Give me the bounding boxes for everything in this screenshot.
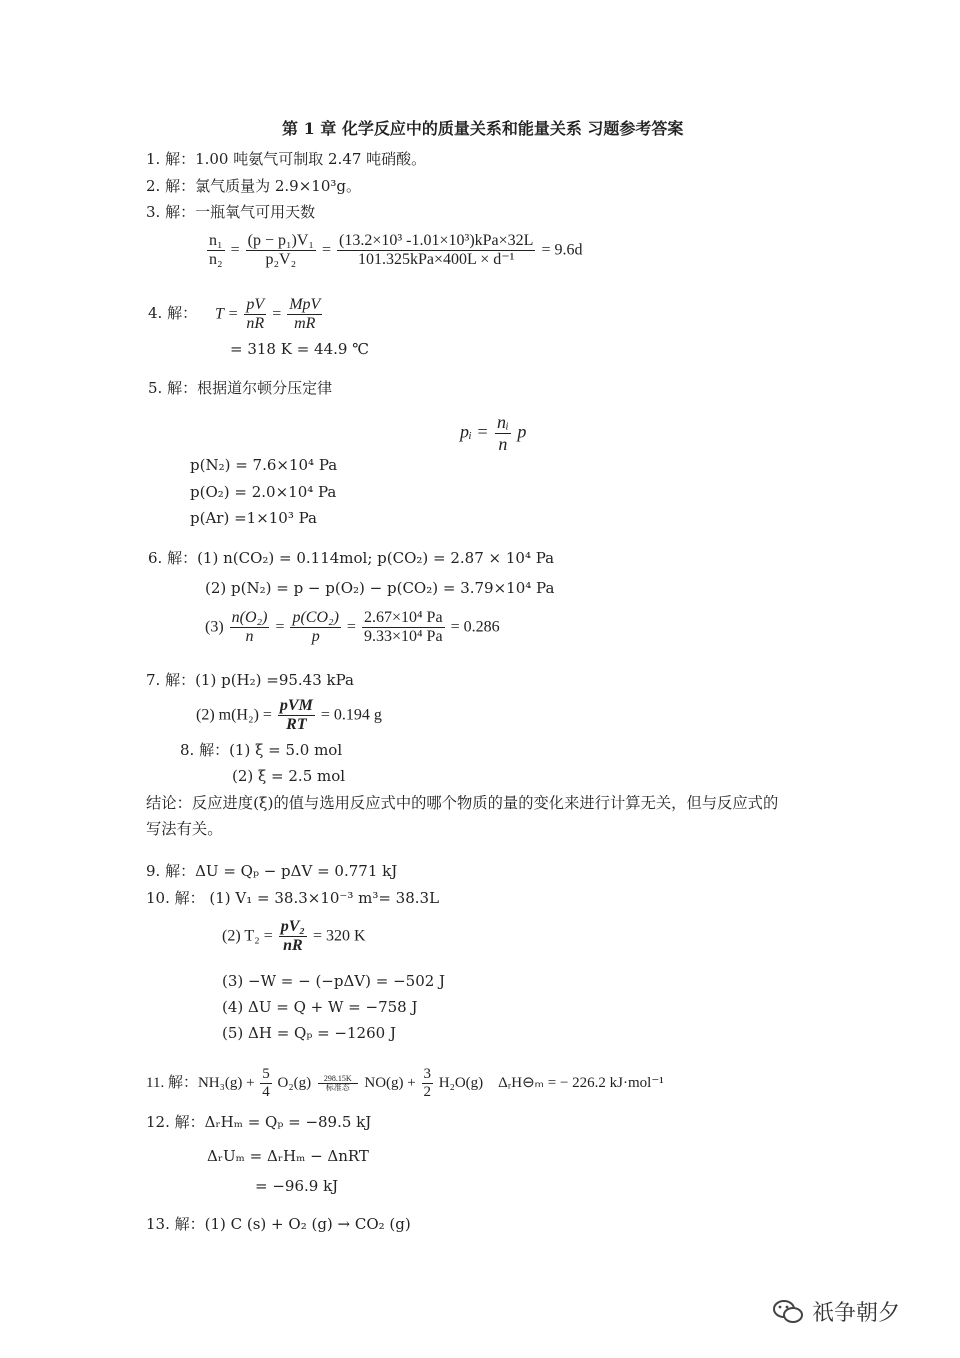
wechat-icon (772, 1298, 804, 1326)
answer-4-result: = 318 K = 44.9 ℃ (230, 340, 369, 358)
answer-10-4: (4) ΔU = Q + W = −758 J (222, 998, 418, 1016)
answer-10-1: 10. 解： (1) V₁ = 38.3×10⁻³ m³= 38.3L (146, 889, 440, 907)
answer-10-5: (5) ΔH = Qₚ = −1260 J (222, 1024, 396, 1042)
answer-10-3: (3) −W = − (−pΔV) = −502 J (222, 972, 446, 990)
page-title: 第 1 章 化学反应中的质量关系和能量关系 习题参考答案 (282, 119, 684, 138)
answer-5: 5. 解：根据道尔顿分压定律 (148, 379, 333, 397)
answer-1: 1. 解：1.00 吨氨气可制取 2.47 吨硝酸。 (146, 150, 427, 168)
answer-7-2: (2) m(H₂) = $\frac{\text{pVM}}{RT}$ = 0.194 g (196, 697, 382, 734)
answer-6-3: (3) $\frac{\text{n(O₂)}}{n}$ = $\frac{\text{p(CO₂)}}{p}$ = $\frac{\text{2.67×10⁴ Pa}}{\text{9.33×10⁴ Pa}}$ = 0.286 (205, 609, 500, 646)
answer-8-2: (2) ξ = 2.5 mol (232, 767, 346, 785)
answer-13: 13. 解：(1) C (s) + O₂ (g) → CO₂ (g) (146, 1215, 411, 1233)
formula-3: $\frac{\text{n₁}}{\text{n₂}}$ = $\frac{\text{(p − p₁)V₁}}{\text{p₂V₂}}$ = $\frac{\text{(13.2×10³ -1.01×10³)kPa×32L}}{\text{101.325kPa×400L × d⁻¹}}$ = 9.6d (209, 232, 583, 269)
answer-5-o2: p(O₂) = 2.0×10⁴ Pa (190, 483, 337, 501)
answer-12-2: ΔᵣUₘ = ΔᵣHₘ − ΔnRT (207, 1147, 369, 1165)
answer-12-3: = −96.9 kJ (255, 1177, 339, 1195)
answer-8-1: 8. 解：(1) ξ = 5.0 mol (180, 741, 343, 759)
watermark (772, 1296, 900, 1327)
answer-6-2: (2) p(N₂) = p − p(O₂) − p(CO₂) = 3.79×10⁴ Pa (205, 579, 555, 597)
answer-2: 2. 解：氯气质量为 2.9×10³g。 (146, 177, 361, 195)
answer-6-1: 6. 解：(1) n(CO₂) = 0.114mol; p(CO₂) = 2.87 × 10⁴ Pa (148, 549, 555, 567)
answer-5-ar: p(Ar) =1×10³ Pa (190, 509, 317, 527)
conclusion-line-1: 结论：反应进度(ξ)的值与选用反应式中的哪个物质的量的变化来进行计算无关，但与反应式的 (146, 794, 779, 812)
formula-5: pᵢ = $\frac{\text{nᵢ}}{n}$ p (460, 412, 527, 454)
answer-11: 11. 解：NH₃(g) + $\frac{5}{4}$ O₂(g) 298.15K 标准态 NO(g) + $\frac{3}{2}$ H₂O(g) ΔᵣH⊖ₘ = − 226.2 kJ·mol⁻¹ (146, 1066, 664, 1101)
answer-5-n2: p(N₂) = 7.6×10⁴ Pa (190, 456, 338, 474)
answer-9: 9. 解：ΔU = Qₚ − pΔV = 0.771 kJ (146, 862, 398, 880)
formula-4: T = $\frac{pV}{nR}$ = $\frac{\text{MpV}}{mR}$ (215, 296, 321, 333)
conclusion-line-2: 写法有关。 (146, 820, 223, 838)
answer-12-1: 12. 解：ΔᵣHₘ = Qₚ = −89.5 kJ (146, 1113, 372, 1131)
answer-7-1: 7. 解：(1) p(H₂) =95.43 kPa (146, 671, 354, 689)
reaction-arrow: 298.15K 标准态 (318, 1075, 358, 1092)
answer-4-label: 4. 解： (148, 304, 198, 322)
answer-3: 3. 解：一瓶氧气可用天数 (146, 203, 316, 221)
answer-10-2: (2) T₂ = $\frac{\text{pV₂}}{nR}$ = 320 K (222, 918, 366, 955)
watermark-text: 祇争朝夕 (812, 1301, 901, 1326)
